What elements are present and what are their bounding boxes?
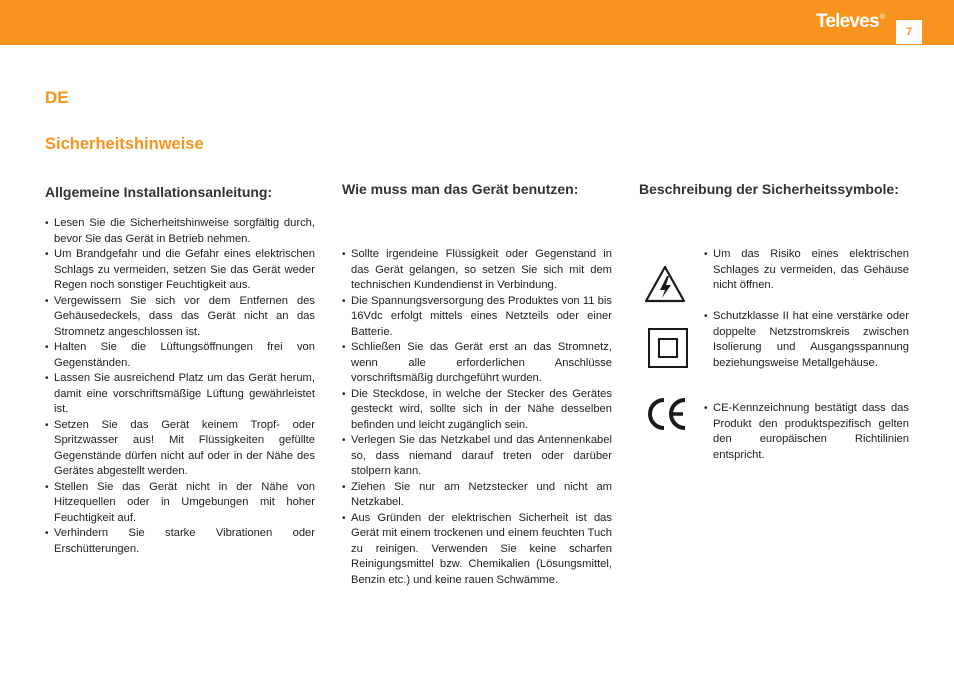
list-item: • Schließen Sie das Gerät erst an das Stromnetz, wenn alle erforderlichen Anschlüsse vorschriftsmäßig durchgeführt wurden. bbox=[342, 340, 612, 387]
col2-heading: Wie muss man das Gerät benutzen: bbox=[342, 181, 579, 197]
list-item: • Schutzklasse II hat eine verstärke oder doppelte Netzstromskreis zwischen Isolierung und Ausgangsspannung beziehungsweise Metallgehäuse. bbox=[704, 309, 909, 371]
col1-heading: Allgemeine Installationsanleitung: bbox=[45, 184, 273, 200]
list-item: • Setzen Sie das Gerät keinem Tropf- oder Spritzwasser aus! Mit Flüssigkeiten gefüllte Gegenstände dürfen nicht auf oder in der Nähe des Gerätes abgestellt werden. bbox=[45, 418, 315, 480]
class-ii-insulation-icon bbox=[647, 327, 689, 369]
symbol-list-3 bbox=[704, 401, 909, 463]
language-label: DE bbox=[45, 88, 69, 107]
list-item: • Stellen Sie das Gerät nicht in der Nähe von Hitzequellen oder in Umgebungen mit hoher Feuchtigkeit auf. bbox=[45, 480, 315, 527]
section-title: Sicherheitshinweise bbox=[45, 135, 204, 153]
col3-heading: Beschreibung der Sicherheitssymbole: bbox=[639, 181, 899, 197]
list-item: • Lassen Sie ausreichend Platz um das Gerät herum, damit eine vorschriftsmäßige Lüftung gewährleistet ist. bbox=[45, 371, 315, 418]
symbol-list-1 bbox=[704, 247, 909, 294]
list-item: • Die Spannungsversorgung des Produktes von 11 bis 16Vdc erfolgt mittels eines Netzteils oder einer Batterie. bbox=[342, 294, 612, 341]
ce-mark-icon bbox=[645, 396, 689, 432]
page-number: 7 bbox=[896, 20, 922, 44]
usage-list bbox=[342, 247, 612, 588]
symbol-list-2 bbox=[704, 309, 909, 371]
list-item: • Um das Risiko eines elektrischen Schlages zu vermeiden, das Gehäuse nicht öffnen. bbox=[704, 247, 909, 294]
list-item: • Verhindern Sie starke Vibrationen oder Erschütterungen. bbox=[45, 526, 315, 557]
list-item: • Vergewissern Sie sich vor dem Entfernen des Gehäusedeckels, dass das Gerät nicht an das Stromnetz angeschlossen ist. bbox=[45, 294, 315, 341]
list-item: • CE-Kennzeichnung bestätigt dass das Produkt den produktspezifisch gelten den europäischen Richtilinien entspricht. bbox=[704, 401, 909, 463]
electric-shock-warning-icon bbox=[643, 264, 687, 304]
list-item: • Verlegen Sie das Netzkabel und das Antennenkabel so, dass niemand darauf treten oder darüber stolpern kann. bbox=[342, 433, 612, 480]
list-item: • Aus Gründen der elektrischen Sicherheit ist das Gerät mit einem trockenen und einem feuchten Tuch zu reinigen. Verwenden Sie keine scharfen Reinigungsmittel bzw. Chemikalien (Lösungsmittel, Benzin etc.) und keine rauen Schwämme. bbox=[342, 511, 612, 589]
list-item: • Um Brandgefahr und die Gefahr eines elektrischen Schlags zu vermeiden, setzen Sie das Gerät weder Regen noch sonstiger Feuchtigkeit aus. bbox=[45, 247, 315, 294]
list-item: • Sollte irgendeine Flüssigkeit oder Gegenstand in das Gerät gelangen, so setzen Sie sich mit dem technischen Kundendienst in Verbindung. bbox=[342, 247, 612, 294]
installation-list bbox=[45, 216, 315, 557]
list-item: • Ziehen Sie nur am Netzstecker und nicht am Netzkabel. bbox=[342, 480, 612, 511]
list-item: • Lesen Sie die Sicherheitshinweise sorgfältig durch, bevor Sie das Gerät in Betrieb nehmen. bbox=[45, 216, 315, 247]
televes-logo: Televes® bbox=[816, 11, 885, 32]
header-bar bbox=[0, 0, 954, 45]
list-item: • Die Steckdose, in welche der Stecker des Gerätes gesteckt wird, sollte sich in der Nähe desselben befinden und leicht zugänglich sein. bbox=[342, 387, 612, 434]
list-item: • Halten Sie die Lüftungsöffnungen frei von Gegenständen. bbox=[45, 340, 315, 371]
